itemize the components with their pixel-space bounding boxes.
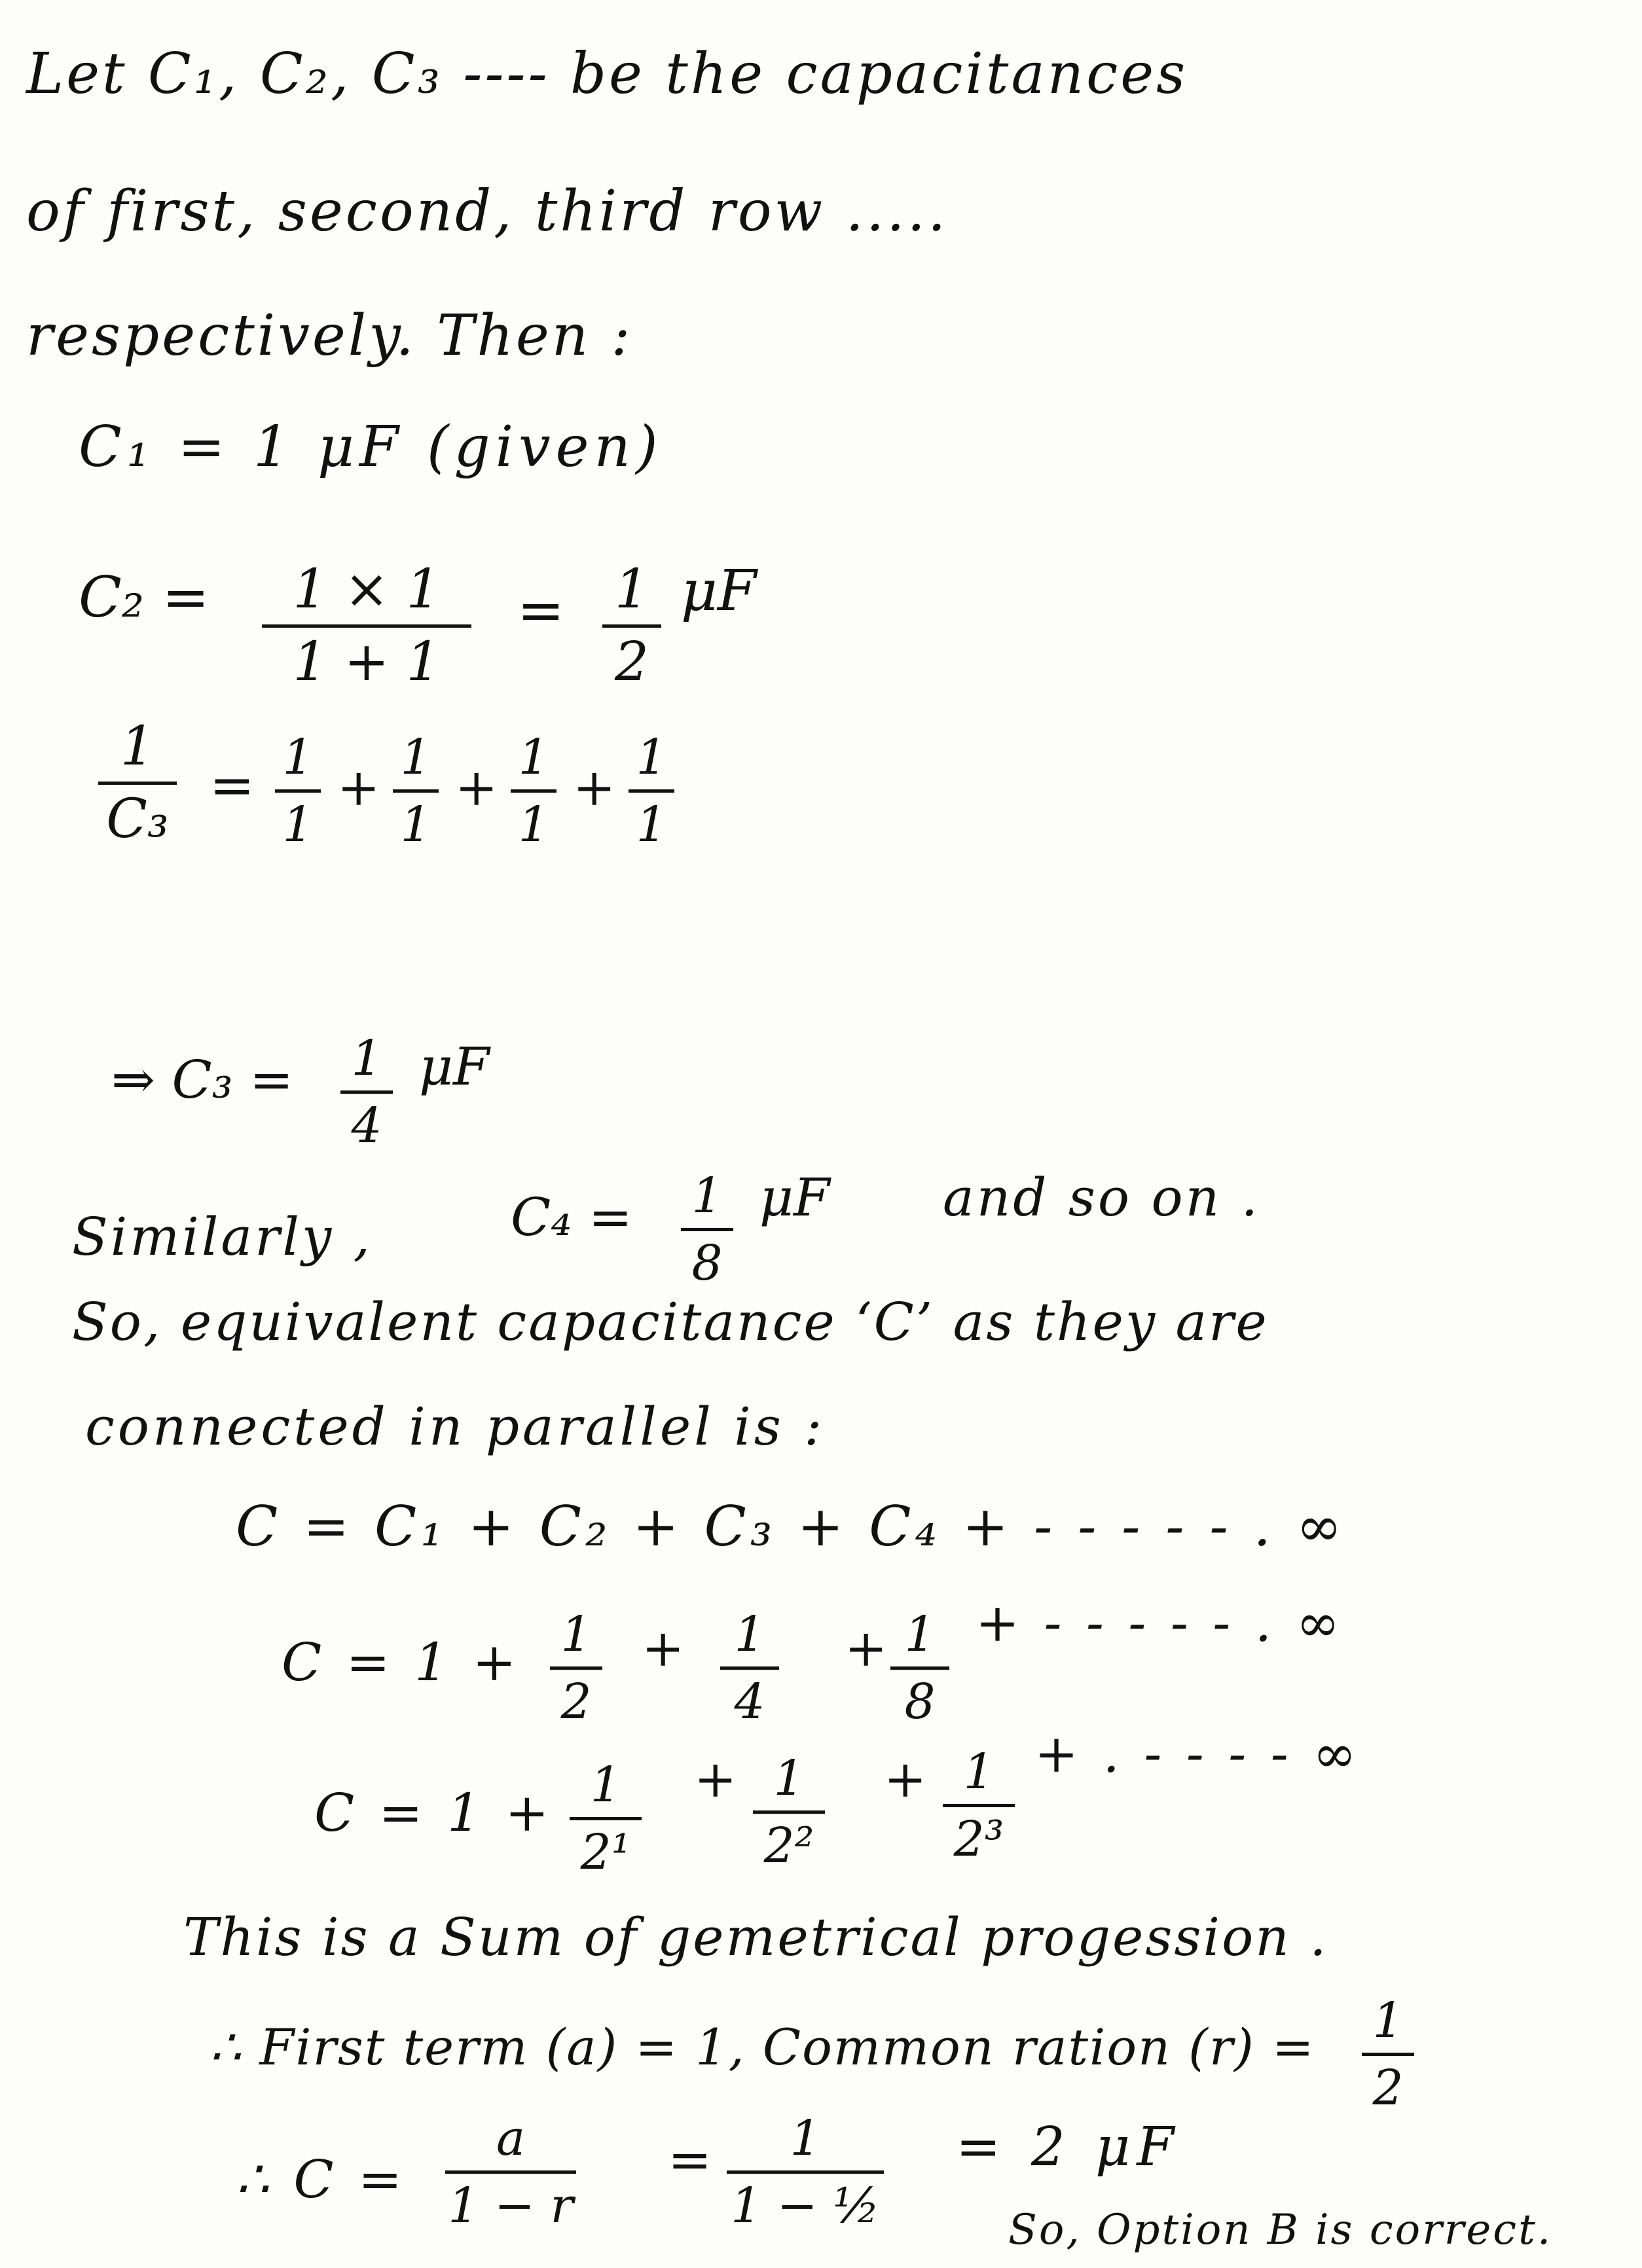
sum-line-2-tail: + - - - - - . ∞ <box>976 1593 1344 1653</box>
plus-sign: + <box>573 759 616 818</box>
c3-recip-denominator: C₃ <box>106 788 169 850</box>
sum3-frac-2 <box>753 1750 825 1874</box>
conclusion: So, Option B is correct. <box>1008 2206 1553 2254</box>
c3-lhs: ⇒ C₃ = <box>111 1049 294 1110</box>
ratio-numerator: 1 <box>1372 1992 1404 2049</box>
term-denominator: 1 <box>282 797 314 853</box>
c3-recip-numerator: 1 <box>120 715 155 778</box>
term-numerator: 1 <box>400 729 431 785</box>
and-so-on-label: and so on . <box>943 1167 1261 1228</box>
intro-line-3: respectively. Then : <box>26 303 633 369</box>
sum2-frac-3 <box>890 1606 949 1730</box>
fraction-bar <box>262 624 471 628</box>
final-f1-denominator: 1 − r <box>448 2178 574 2234</box>
frac-denominator: 2¹ <box>580 1824 631 1881</box>
c2-unit: μF <box>681 558 757 624</box>
intro-line-2: of first, second, third row ..... <box>26 179 949 244</box>
term-numerator: 1 <box>518 729 549 785</box>
c3-denominator: 4 <box>351 1098 382 1154</box>
fraction-bar <box>570 1817 642 1820</box>
fraction-bar <box>681 1228 733 1231</box>
c3-unit: μF <box>419 1036 490 1097</box>
fraction-bar <box>753 1810 825 1814</box>
c3-term-2 <box>393 729 439 853</box>
fraction-bar <box>629 789 674 793</box>
fraction-bar <box>727 2170 884 2174</box>
c3-reciprocal-lhs <box>98 715 177 850</box>
c2-result-numerator: 1 <box>614 558 649 621</box>
sum-line-3-tail: + . - - - - ∞ <box>1034 1723 1360 1784</box>
c2-result-denominator: 2 <box>614 631 649 693</box>
fraction-bar <box>943 1804 1015 1807</box>
frac-denominator: 2³ <box>953 1811 1004 1867</box>
intro-line-1: Let C₁, C₂, C₃ ---- be the capacitances <box>26 41 1188 107</box>
final-f1-numerator: a <box>496 2110 526 2167</box>
c2-lhs: C₂ = <box>79 565 210 630</box>
frac-denominator: 4 <box>734 1674 765 1730</box>
frac-denominator: 8 <box>904 1674 936 1730</box>
plus-sign: + <box>337 759 380 818</box>
c4-fraction <box>681 1168 733 1291</box>
c3-term-4 <box>629 729 674 853</box>
fraction-bar <box>340 1090 393 1094</box>
sum-line-3-lhs: C = 1 + <box>314 1782 553 1843</box>
frac-numerator: 1 <box>904 1606 936 1663</box>
term-denominator: 1 <box>400 797 431 853</box>
sum2-frac-1 <box>550 1606 602 1730</box>
term-denominator: 1 <box>636 797 667 853</box>
final-result: = 2 μF <box>956 2116 1181 2178</box>
c2-denominator: 1 + 1 <box>293 631 441 693</box>
c4-lhs: C₄ = <box>511 1187 632 1248</box>
gp-line-1: This is a Sum of gemetrical progession . <box>183 1907 1328 1968</box>
fraction-bar <box>550 1666 602 1670</box>
frac-numerator: 1 <box>560 1606 592 1663</box>
frac-numerator: 1 <box>590 1757 621 1813</box>
c1-equation: C₁ = 1 μF (given) <box>79 414 663 480</box>
c3-fraction <box>340 1030 393 1154</box>
frac-numerator: 1 <box>773 1750 805 1807</box>
plus-sign: + <box>694 1750 737 1809</box>
c2-numerator: 1 × 1 <box>293 558 441 621</box>
sum2-frac-2 <box>720 1606 779 1730</box>
term-numerator: 1 <box>282 729 314 785</box>
ratio-denominator: 2 <box>1372 2060 1404 2116</box>
fraction-bar <box>275 789 321 793</box>
term-denominator: 1 <box>518 797 549 853</box>
c4-numerator: 1 <box>691 1168 723 1224</box>
c2-result-fraction <box>602 558 661 693</box>
c4-unit: μF <box>759 1167 830 1228</box>
c3-numerator: 1 <box>351 1030 382 1087</box>
fraction-bar <box>98 782 177 785</box>
fraction-bar <box>511 789 556 793</box>
frac-denominator: 2² <box>763 1818 814 1874</box>
fraction-bar <box>602 624 661 628</box>
sum-line-2-lhs: C = 1 + <box>282 1632 520 1693</box>
c2-equals: = <box>517 578 565 643</box>
sum-line-1: C = C₁ + C₂ + C₃ + C₄ + - - - - - . ∞ <box>236 1494 1346 1558</box>
equivalent-line-2: connected in parallel is : <box>85 1396 826 1457</box>
c3-term-1 <box>275 729 321 853</box>
fraction-bar <box>890 1666 949 1670</box>
similarly-label: Similarly , <box>72 1206 373 1267</box>
fraction-bar <box>720 1666 779 1670</box>
final-fraction-1 <box>445 2110 576 2234</box>
frac-numerator: 1 <box>963 1744 994 1800</box>
frac-numerator: 1 <box>734 1606 765 1663</box>
plus-sign: + <box>642 1619 685 1678</box>
term-numerator: 1 <box>636 729 667 785</box>
ratio-fraction <box>1362 1992 1414 2116</box>
c4-denominator: 8 <box>691 1235 723 1291</box>
plus-sign: + <box>455 759 498 818</box>
c3-term-3 <box>511 729 556 853</box>
plus-sign: + <box>845 1619 888 1678</box>
equals-sign: = <box>668 2129 712 2190</box>
gp-line-2: ∴ First term (a) = 1, Common ration (r) = <box>210 2018 1315 2076</box>
final-fraction-2 <box>727 2110 884 2234</box>
sum3-frac-1 <box>570 1757 642 1881</box>
final-f2-numerator: 1 <box>790 2110 821 2167</box>
c3-recip-equals: = <box>210 755 255 817</box>
fraction-bar <box>445 2170 576 2174</box>
fraction-bar <box>393 789 439 793</box>
frac-denominator: 2 <box>560 1674 592 1730</box>
final-lhs: ∴ C = <box>236 2149 406 2210</box>
plus-sign: + <box>884 1750 927 1809</box>
fraction-bar <box>1362 2053 1414 2056</box>
equivalent-line-1: So, equivalent capacitance ‘C’ as they are <box>72 1291 1269 1352</box>
c2-fraction <box>262 558 471 693</box>
final-f2-denominator: 1 − ½ <box>731 2178 880 2234</box>
sum3-frac-3 <box>943 1744 1015 1867</box>
